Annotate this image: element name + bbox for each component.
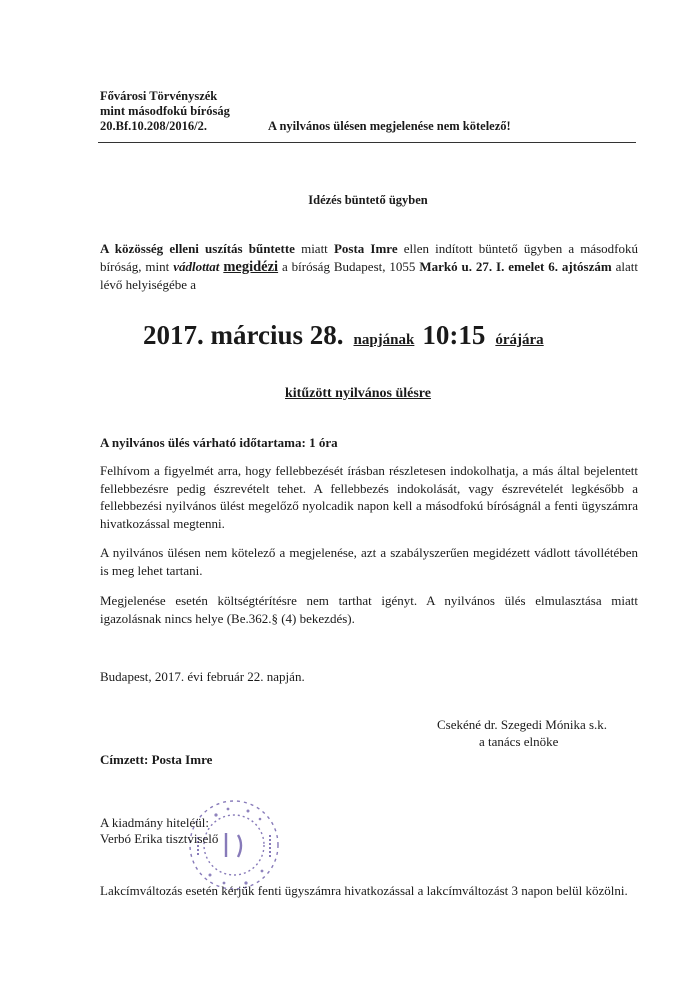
intro-text-3: a bíróság Budapest, 1055 bbox=[278, 258, 420, 274]
intro-text-4: alatt lévő helyiségébe a bbox=[100, 258, 639, 292]
summons-intro bbox=[100, 240, 638, 294]
intro-text-1: miatt bbox=[294, 241, 334, 256]
attendance-notice: A nyilvános ülésen megjelenése nem kötelező! bbox=[268, 119, 511, 133]
recipient: Címzett: Posta Imre bbox=[100, 752, 213, 767]
court-address: Markó u. 27. I. emelet 6. ajtószám bbox=[419, 258, 612, 274]
hearing-datetime bbox=[143, 320, 544, 351]
hearing-time: 10:15 bbox=[422, 320, 486, 350]
hearing-hour-word: órájára bbox=[495, 332, 544, 348]
hearing-date: 2017. március 28. bbox=[143, 320, 344, 350]
document-title: Idézés büntető ügyben bbox=[308, 193, 428, 207]
summons-verb: megidézi bbox=[223, 258, 279, 275]
session-label: kitűzött nyilvános ülésre bbox=[285, 386, 431, 401]
cost-paragraph: Megjelenése esetén költségtérítésre nem tarthat igényt. A nyilvános ülés elmulasztása miatt igazolásnak nincs helye (Be.362.§ (4) bekezdés). bbox=[100, 593, 638, 626]
certifying-clerk: Verbó Erika tisztviselő bbox=[100, 831, 219, 846]
defendant-role: vádlottat bbox=[173, 258, 220, 274]
appeal-paragraph: Felhívom a figyelmét arra, hogy fellebbezését írásban részletesen indokolhatja, a más által bejelentett fellebbezésre pedig észrevételt tehet. A fellebbezés indokolását, vagy észrevételét legkésőbb a fellebbezési nyilvános ülést megelőző nyolcadik napon kell a másodfokú bíróságnál a fenti ügyszámra hivatkozással megtenni. bbox=[100, 463, 638, 531]
intro-text-2: ellen indított büntető ügyben a másodfokú bíróság, mint bbox=[100, 241, 638, 274]
defendant-name: Posta Imre bbox=[333, 241, 398, 256]
certification-label: A kiadmány hiteléül: bbox=[100, 815, 210, 830]
place-date: Budapest, 2017. évi február 22. napján. bbox=[100, 669, 305, 684]
signatory-name: Csekéné dr. Szegedi Mónika s.k. bbox=[437, 717, 608, 732]
attendance-paragraph: A nyilvános ülésen nem kötelező a megjelenése, azt a szabályszerűen megidézett vádlott távollétében is meg lehet tartani. bbox=[100, 545, 638, 578]
court-name: Fővárosi Törvényszék bbox=[100, 89, 218, 103]
header-divider bbox=[98, 142, 636, 143]
session-duration: A nyilvános ülés várható időtartama: 1 óra bbox=[100, 435, 338, 450]
hearing-day-word: napjának bbox=[353, 332, 415, 348]
court-role: mint másodfokú bíróság bbox=[100, 104, 230, 118]
offense: A közösség elleni uszítás bűntette bbox=[100, 241, 295, 256]
case-number: 20.Bf.10.208/2016/2. bbox=[100, 119, 207, 133]
address-change-notice: Lakcímváltozás esetén kérjük fenti ügyszámra hivatkozással a lakcímváltozást 3 napon belül közölni. bbox=[100, 883, 628, 898]
signatory-role: a tanács elnöke bbox=[479, 734, 559, 749]
